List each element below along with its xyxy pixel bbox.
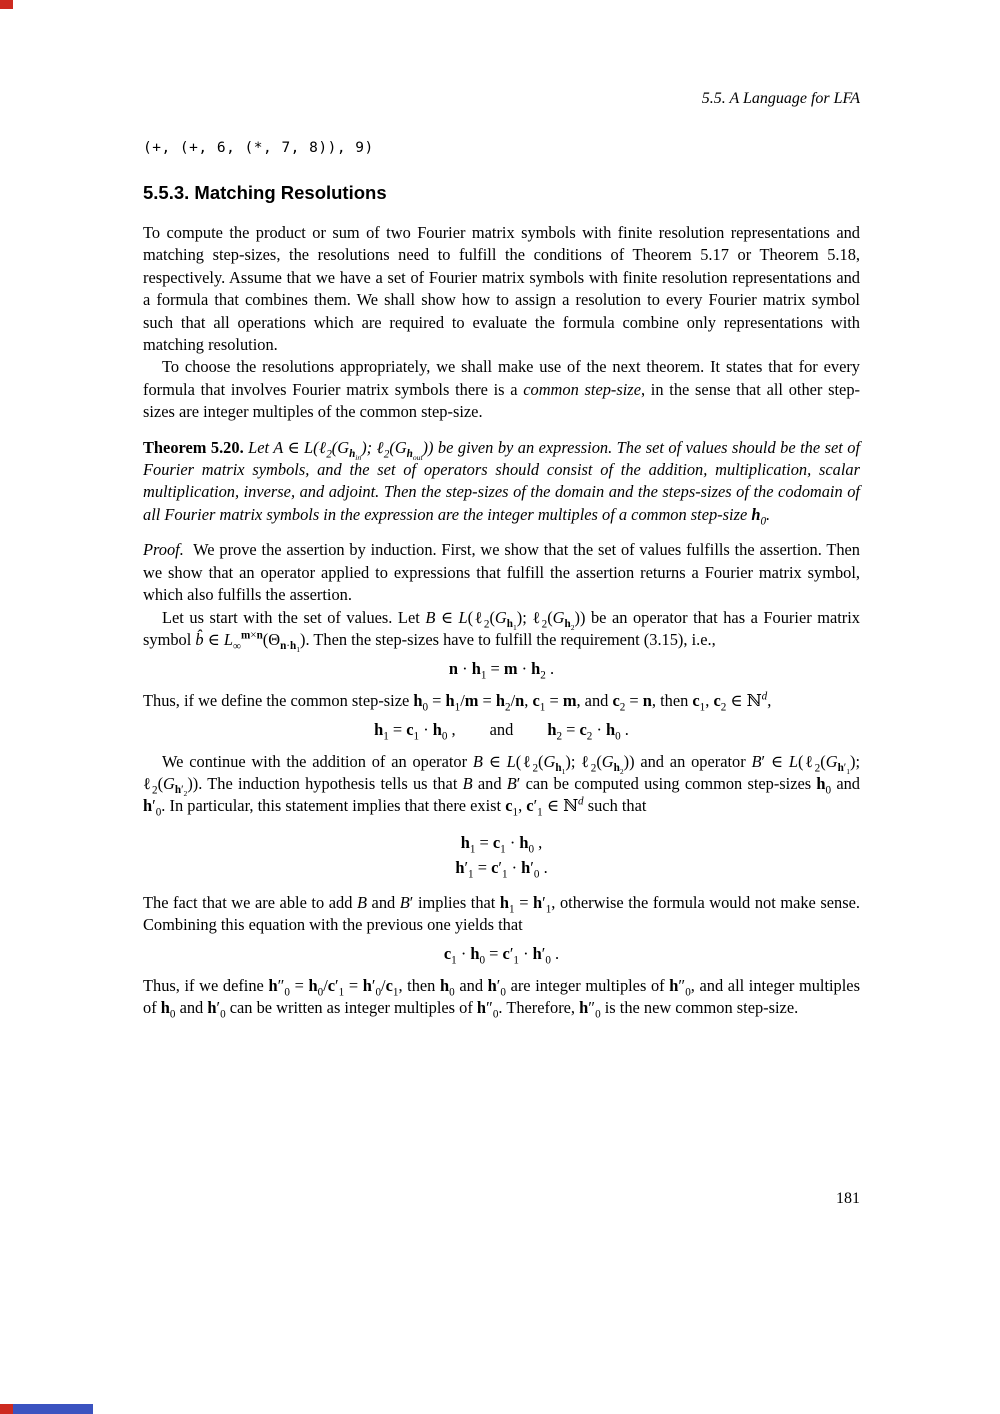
paragraph-set-of-values: Let us start with the set of values. Let B ∈ $L(\ell_2(G_{h_1})$; $\ell_2(G_{h_2})$) be an operator that has a Fourier matrix symbol b̂ ∈ $L_\infty^{m\times n}(\Theta_{n\cdot h_1})$. Then the step-sizes have to fulfill the requirement (3.15), i.e., [143,607,860,655]
paragraph-add-fact: The fact that we are able to add B and B′ implies that $h_1 = h'_1$, otherwise the formula would not make sense. Combining this equation with the previous one yields that [143,892,860,934]
equation-h1-c1-h0: $h_1 = c_1 \cdot h_0$ , [460,832,543,856]
paragraph-choose-resolutions: To choose the resolutions appropriately, we shall make use of the next theorem. It states that for every formula that involves Fourier matrix symbols there is a common step-size, in the sense that all other step-sizes are integer multiples of the common step-size. [143,357,860,422]
section-heading: 5.5.3. Matching Resolutions [143,182,387,203]
running-header: 5.5. A Language for LFA [701,90,860,107]
paragraph-intro: To compute the product or sum of two Fourier matrix symbols with finite resolution representations and matching step-sizes, the resolutions need to fulfill the conditions of Theorem 5.17 or Theorem 5.18, respectively. Assume that we have a set of Fourier matrix symbols with finite resolution representations and a formula that combines them. We shall show how to assign a resolution to every Fourier matrix symbol such that all operations which are required to evaluate the formula combine only representations with matching resolution. [143,223,860,355]
theorem-5-20: Theorem 5.20. Let A ∈ $L(\ell_2(G_{h_{in}})$; $\ell_2(G_{h_{out}})$) be given by an expression. The set of values should be the set of Fourier matrix symbols, and the set of operators should consist of the addition, multiplication, scalar multiplication, inverse, and adjoint. Then the step-sizes of the domain and the steps-sizes of the codomain of all Fourier matrix symbols in the expression are the integer multiples of a common step-size $h_0$. [143,437,860,528]
equation-h1-prime-c1-prime-h0-prime: $h'_1 = c'_1 \cdot h'_0$ . [455,858,548,881]
equation-group-induction [143,832,860,880]
proof-intro-paragraph: Proof. We prove the assertion by induction. First, we show that the set of values fulfills the assertion. Then we show that an operator applied to expressions that fulfill the assertion returns a Fourier matrix symbol, which also fulfills the assertion. [143,540,860,605]
scan-artifact-top-left [0,0,13,9]
paragraph-addition-operators: We continue with the addition of an operator B ∈ $L(\ell_2(G_{h_1})$; $\ell_2(G_{h_2})$) and an operator B′ ∈ $L(\ell_2(G_{h'_1})$; $\ell_2(G_{h'_2})$). The induction hypothesis tells us that B and B′ can be computed using common step-sizes $h_0$ and $h'_0$. In particular, this statement implies that there exist $c_1$, $c'_1$ ∈ ℕ$^d$ such that [143,751,861,819]
equation-h1-h2-multiples: $h_1 = c_1 \cdot h_0$ , and $h_2 = c_2 \cdot h_0$ . [374,720,629,743]
text-column [143,90,860,1020]
code-line: (+, (+, 6, (*, 7, 8)), 9) [143,140,374,156]
scan-artifact-bottom-left [0,1404,93,1414]
paragraph-common-step-size: Thus, if we define the common step-size $h_0 = h_1/m = h_2/n$, $c_1 = m$, and $c_2 = n$, then $c_1$, $c_2$ ∈ ℕ$^d$, [143,690,772,713]
paragraph-new-common-step-size: Thus, if we define $h''_0 = h_0/c'_1 = h'_0/c_1$, then $h_0$ and $h'_0$ are integer multiples of $h''_0$, and all integer multiples of $h_0$ and $h'_0$ can be written as integer multiples of $h''_0$. Therefore, $h''_0$ is the new common step-size. [143,975,860,1021]
scan-artifact-blue-segment [13,1404,93,1414]
equation-step-size-requirement: $n \cdot h_1 = m \cdot h_2$ . [448,659,555,682]
page-number: 181 [836,1190,860,1207]
scan-artifact-red-segment [0,1404,13,1414]
equation-c1-h0-equals: $c_1 \cdot h_0 = c'_1 \cdot h'_0$ . [443,944,560,967]
